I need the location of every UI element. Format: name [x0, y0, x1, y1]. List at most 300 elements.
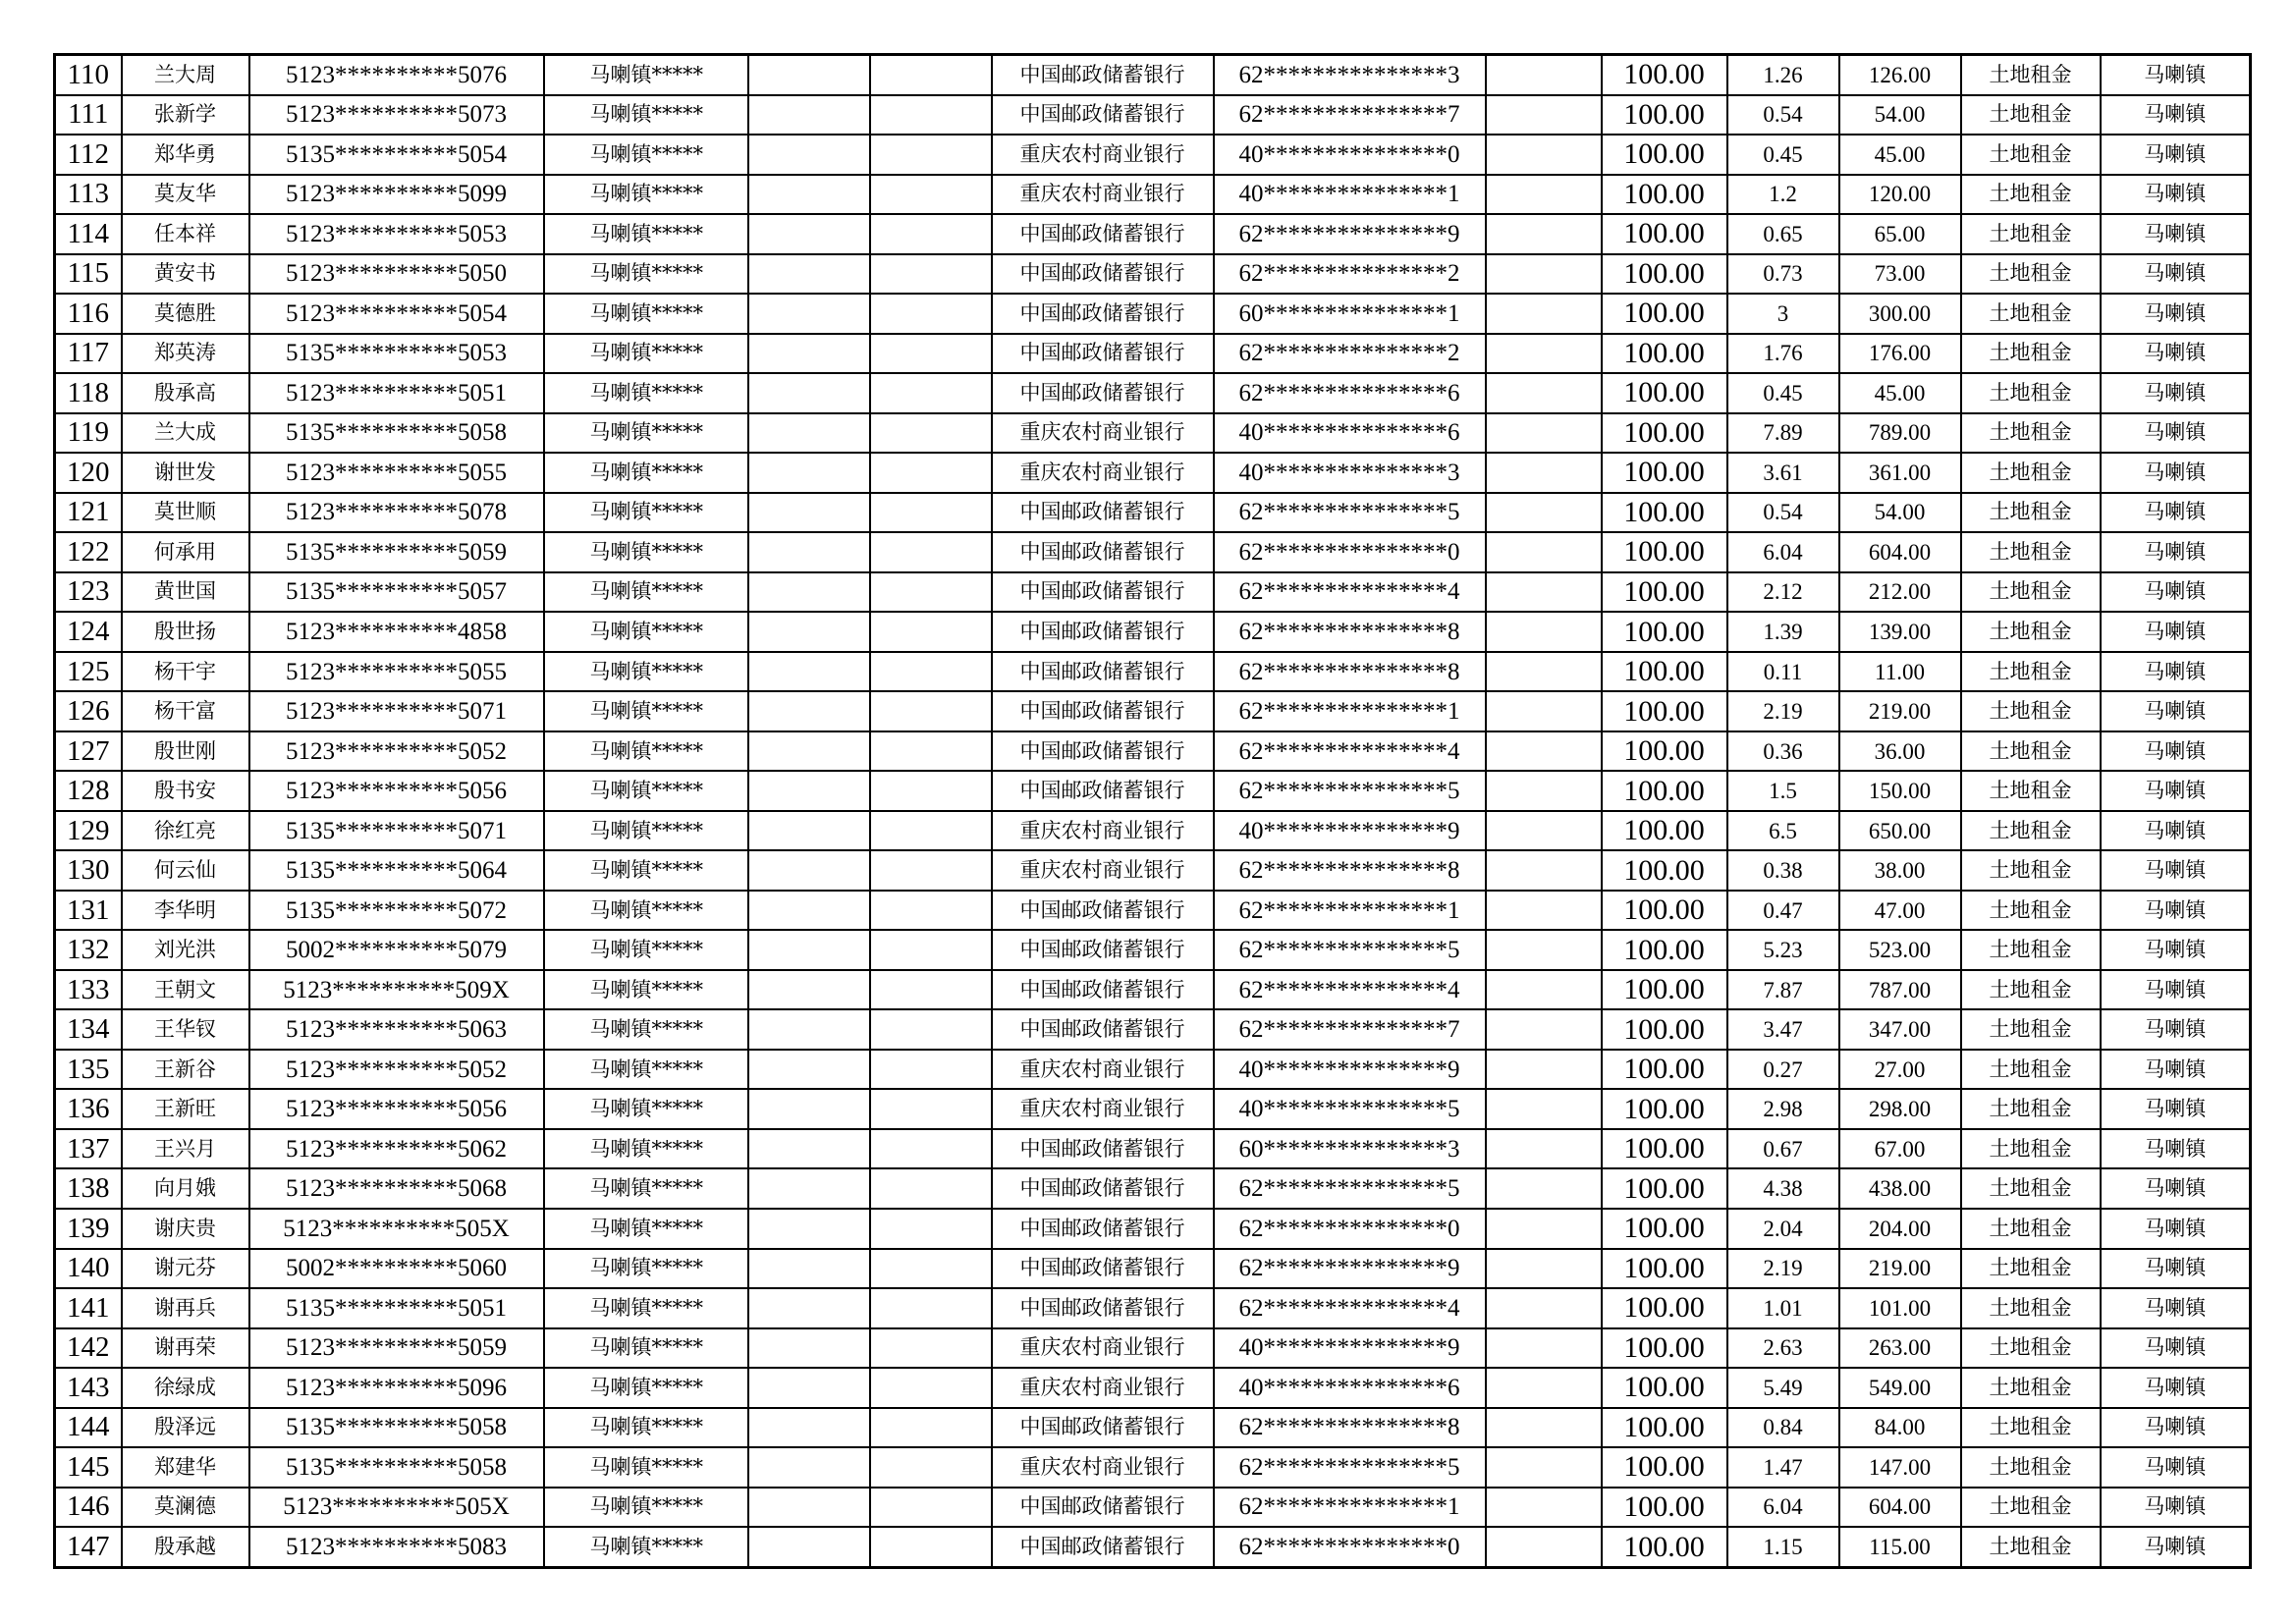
empty-cell [1486, 413, 1602, 454]
bank-cell: 重庆农村商业银行 [992, 811, 1214, 851]
town-cell: 马喇镇 [2101, 970, 2251, 1010]
unit-price-cell: 100.00 [1602, 334, 1727, 374]
empty-cell [748, 930, 870, 970]
empty-cell [1486, 1209, 1602, 1249]
unit-price-cell: 100.00 [1602, 493, 1727, 533]
unit-price-cell: 100.00 [1602, 731, 1727, 772]
amount-cell: 73.00 [1839, 254, 1961, 295]
area-cell: 1.15 [1727, 1527, 1839, 1567]
empty-cell [1486, 493, 1602, 533]
id-number-cell: 5135**********5059 [249, 532, 544, 572]
row-number-cell: 141 [55, 1288, 122, 1328]
name-cell: 殷泽远 [122, 1408, 249, 1448]
id-number-cell: 5123**********5052 [249, 1050, 544, 1090]
amount-cell: 36.00 [1839, 731, 1961, 772]
address-cell: 马喇镇***** [544, 1089, 748, 1129]
address-cell: 马喇镇***** [544, 1009, 748, 1050]
unit-price-cell: 100.00 [1602, 413, 1727, 454]
payment-type-cell: 土地租金 [1961, 1009, 2101, 1050]
empty-cell [1486, 254, 1602, 295]
bank-cell: 中国邮政储蓄银行 [992, 771, 1214, 811]
empty-cell [748, 1328, 870, 1369]
empty-cell [748, 652, 870, 692]
row-number-cell: 146 [55, 1488, 122, 1528]
row-number-cell: 124 [55, 612, 122, 652]
area-cell: 1.76 [1727, 334, 1839, 374]
town-cell: 马喇镇 [2101, 731, 2251, 772]
bank-cell: 中国邮政储蓄银行 [992, 254, 1214, 295]
empty-cell [1486, 811, 1602, 851]
payment-type-cell: 土地租金 [1961, 373, 2101, 413]
address-cell: 马喇镇***** [544, 652, 748, 692]
empty-cell [748, 532, 870, 572]
address-cell: 马喇镇***** [544, 691, 748, 731]
empty-cell [748, 1447, 870, 1488]
empty-cell [1486, 55, 1602, 95]
account-cell: 62***************5 [1214, 930, 1486, 970]
payment-type-cell: 土地租金 [1961, 1249, 2101, 1289]
area-cell: 2.12 [1727, 572, 1839, 613]
empty-cell [1486, 572, 1602, 613]
row-number-cell: 134 [55, 1009, 122, 1050]
empty-cell [870, 334, 992, 374]
payment-type-cell: 土地租金 [1961, 95, 2101, 135]
empty-cell [1486, 652, 1602, 692]
town-cell: 马喇镇 [2101, 1168, 2251, 1209]
town-cell: 马喇镇 [2101, 612, 2251, 652]
bank-cell: 中国邮政储蓄银行 [992, 1129, 1214, 1169]
address-cell: 马喇镇***** [544, 1447, 748, 1488]
payment-type-cell: 土地租金 [1961, 1168, 2101, 1209]
empty-cell [1486, 612, 1602, 652]
amount-cell: 54.00 [1839, 493, 1961, 533]
table-row [55, 1488, 2251, 1528]
empty-cell [1486, 1447, 1602, 1488]
address-cell: 马喇镇***** [544, 1249, 748, 1289]
name-cell: 殷书安 [122, 771, 249, 811]
area-cell: 4.38 [1727, 1168, 1839, 1209]
bank-cell: 中国邮政储蓄银行 [992, 1249, 1214, 1289]
town-cell: 马喇镇 [2101, 1527, 2251, 1567]
empty-cell [870, 1050, 992, 1090]
area-cell: 0.54 [1727, 493, 1839, 533]
empty-cell [748, 691, 870, 731]
town-cell: 马喇镇 [2101, 1209, 2251, 1249]
empty-cell [748, 493, 870, 533]
area-cell: 2.04 [1727, 1209, 1839, 1249]
table-row [55, 175, 2251, 215]
address-cell: 马喇镇***** [544, 850, 748, 891]
bank-cell: 中国邮政储蓄银行 [992, 930, 1214, 970]
payment-type-cell: 土地租金 [1961, 214, 2101, 254]
bank-cell: 中国邮政储蓄银行 [992, 1168, 1214, 1209]
town-cell: 马喇镇 [2101, 294, 2251, 334]
row-number-cell: 111 [55, 95, 122, 135]
area-cell: 0.27 [1727, 1050, 1839, 1090]
town-cell: 马喇镇 [2101, 930, 2251, 970]
amount-cell: 263.00 [1839, 1328, 1961, 1369]
address-cell: 马喇镇***** [544, 811, 748, 851]
unit-price-cell: 100.00 [1602, 1527, 1727, 1567]
payment-type-cell: 土地租金 [1961, 572, 2101, 613]
table-row [55, 95, 2251, 135]
account-cell: 40***************5 [1214, 1089, 1486, 1129]
row-number-cell: 114 [55, 214, 122, 254]
amount-cell: 549.00 [1839, 1368, 1961, 1408]
area-cell: 0.45 [1727, 135, 1839, 175]
empty-cell [1486, 1288, 1602, 1328]
empty-cell [870, 413, 992, 454]
bank-cell: 中国邮政储蓄银行 [992, 1009, 1214, 1050]
empty-cell [870, 1447, 992, 1488]
empty-cell [748, 95, 870, 135]
amount-cell: 67.00 [1839, 1129, 1961, 1169]
account-cell: 62***************4 [1214, 1288, 1486, 1328]
id-number-cell: 5123**********5099 [249, 175, 544, 215]
table-row [55, 1288, 2251, 1328]
account-cell: 40***************0 [1214, 135, 1486, 175]
bank-cell: 重庆农村商业银行 [992, 1447, 1214, 1488]
payment-type-cell: 土地租金 [1961, 334, 2101, 374]
area-cell: 5.23 [1727, 930, 1839, 970]
unit-price-cell: 100.00 [1602, 1368, 1727, 1408]
amount-cell: 126.00 [1839, 55, 1961, 95]
payment-type-cell: 土地租金 [1961, 175, 2101, 215]
name-cell: 兰大周 [122, 55, 249, 95]
table-row [55, 1447, 2251, 1488]
amount-cell: 298.00 [1839, 1089, 1961, 1129]
address-cell: 马喇镇***** [544, 493, 748, 533]
address-cell: 马喇镇***** [544, 294, 748, 334]
bank-cell: 重庆农村商业银行 [992, 1328, 1214, 1369]
table-row [55, 572, 2251, 613]
empty-cell [748, 970, 870, 1010]
empty-cell [748, 1009, 870, 1050]
address-cell: 马喇镇***** [544, 1408, 748, 1448]
amount-cell: 604.00 [1839, 532, 1961, 572]
row-number-cell: 133 [55, 970, 122, 1010]
payment-type-cell: 土地租金 [1961, 532, 2101, 572]
amount-cell: 11.00 [1839, 652, 1961, 692]
unit-price-cell: 100.00 [1602, 294, 1727, 334]
unit-price-cell: 100.00 [1602, 373, 1727, 413]
empty-cell [870, 652, 992, 692]
bank-cell: 中国邮政储蓄银行 [992, 612, 1214, 652]
table-row [55, 1129, 2251, 1169]
empty-cell [870, 811, 992, 851]
town-cell: 马喇镇 [2101, 1089, 2251, 1129]
id-number-cell: 5002**********5079 [249, 930, 544, 970]
town-cell: 马喇镇 [2101, 1249, 2251, 1289]
area-cell: 3.47 [1727, 1009, 1839, 1050]
name-cell: 杨干宇 [122, 652, 249, 692]
name-cell: 谢元芬 [122, 1249, 249, 1289]
id-number-cell: 5123**********5051 [249, 373, 544, 413]
name-cell: 郑建华 [122, 1447, 249, 1488]
account-cell: 62***************1 [1214, 891, 1486, 931]
row-number-cell: 118 [55, 373, 122, 413]
empty-cell [1486, 334, 1602, 374]
area-cell: 3 [1727, 294, 1839, 334]
amount-cell: 54.00 [1839, 95, 1961, 135]
id-number-cell: 5123**********505X [249, 1209, 544, 1249]
empty-cell [748, 453, 870, 493]
empty-cell [748, 175, 870, 215]
town-cell: 马喇镇 [2101, 1368, 2251, 1408]
area-cell: 1.01 [1727, 1288, 1839, 1328]
empty-cell [1486, 850, 1602, 891]
id-number-cell: 5123**********5076 [249, 55, 544, 95]
area-cell: 6.04 [1727, 532, 1839, 572]
empty-cell [870, 731, 992, 772]
address-cell: 马喇镇***** [544, 1368, 748, 1408]
empty-cell [870, 1527, 992, 1567]
id-number-cell: 5135**********5058 [249, 1408, 544, 1448]
unit-price-cell: 100.00 [1602, 1168, 1727, 1209]
town-cell: 马喇镇 [2101, 771, 2251, 811]
town-cell: 马喇镇 [2101, 214, 2251, 254]
amount-cell: 650.00 [1839, 811, 1961, 851]
payment-type-cell: 土地租金 [1961, 612, 2101, 652]
bank-cell: 中国邮政储蓄银行 [992, 334, 1214, 374]
address-cell: 马喇镇***** [544, 214, 748, 254]
empty-cell [870, 1368, 992, 1408]
account-cell: 40***************6 [1214, 1368, 1486, 1408]
row-number-cell: 136 [55, 1089, 122, 1129]
table-row [55, 1527, 2251, 1567]
id-number-cell: 5135**********5057 [249, 572, 544, 613]
empty-cell [870, 1288, 992, 1328]
account-cell: 62***************8 [1214, 612, 1486, 652]
payment-type-cell: 土地租金 [1961, 1129, 2101, 1169]
empty-cell [870, 1488, 992, 1528]
account-cell: 62***************7 [1214, 1009, 1486, 1050]
account-cell: 60***************1 [1214, 294, 1486, 334]
table-row [55, 1009, 2251, 1050]
amount-cell: 27.00 [1839, 1050, 1961, 1090]
empty-cell [1486, 1368, 1602, 1408]
id-number-cell: 5123**********5068 [249, 1168, 544, 1209]
empty-cell [1486, 532, 1602, 572]
account-cell: 62***************1 [1214, 691, 1486, 731]
town-cell: 马喇镇 [2101, 1408, 2251, 1448]
id-number-cell: 5123**********4858 [249, 612, 544, 652]
unit-price-cell: 100.00 [1602, 1447, 1727, 1488]
town-cell: 马喇镇 [2101, 532, 2251, 572]
name-cell: 莫友华 [122, 175, 249, 215]
id-number-cell: 5123**********5056 [249, 771, 544, 811]
payment-type-cell: 土地租金 [1961, 811, 2101, 851]
address-cell: 马喇镇***** [544, 771, 748, 811]
id-number-cell: 5123**********5050 [249, 254, 544, 295]
row-number-cell: 129 [55, 811, 122, 851]
payment-type-cell: 土地租金 [1961, 1209, 2101, 1249]
id-number-cell: 5135**********5051 [249, 1288, 544, 1328]
name-cell: 徐红亮 [122, 811, 249, 851]
id-number-cell: 5123**********509X [249, 970, 544, 1010]
table-row [55, 135, 2251, 175]
table-row [55, 891, 2251, 931]
name-cell: 任本祥 [122, 214, 249, 254]
bank-cell: 中国邮政储蓄银行 [992, 891, 1214, 931]
unit-price-cell: 100.00 [1602, 1488, 1727, 1528]
empty-cell [748, 1209, 870, 1249]
id-number-cell: 5123**********5071 [249, 691, 544, 731]
payment-type-cell: 土地租金 [1961, 771, 2101, 811]
bank-cell: 中国邮政储蓄银行 [992, 970, 1214, 1010]
unit-price-cell: 100.00 [1602, 135, 1727, 175]
id-number-cell: 5002**********5060 [249, 1249, 544, 1289]
account-cell: 62***************2 [1214, 334, 1486, 374]
table-row [55, 1249, 2251, 1289]
payment-type-cell: 土地租金 [1961, 930, 2101, 970]
row-number-cell: 126 [55, 691, 122, 731]
bank-cell: 重庆农村商业银行 [992, 1368, 1214, 1408]
row-number-cell: 115 [55, 254, 122, 295]
area-cell: 6.5 [1727, 811, 1839, 851]
area-cell: 2.98 [1727, 1089, 1839, 1129]
unit-price-cell: 100.00 [1602, 453, 1727, 493]
row-number-cell: 135 [55, 1050, 122, 1090]
empty-cell [870, 532, 992, 572]
unit-price-cell: 100.00 [1602, 55, 1727, 95]
empty-cell [1486, 1089, 1602, 1129]
empty-cell [748, 1168, 870, 1209]
unit-price-cell: 100.00 [1602, 214, 1727, 254]
table-row [55, 1408, 2251, 1448]
row-number-cell: 142 [55, 1328, 122, 1369]
unit-price-cell: 100.00 [1602, 1089, 1727, 1129]
address-cell: 马喇镇***** [544, 1288, 748, 1328]
address-cell: 马喇镇***** [544, 1129, 748, 1169]
row-number-cell: 122 [55, 532, 122, 572]
bank-cell: 中国邮政储蓄银行 [992, 55, 1214, 95]
town-cell: 马喇镇 [2101, 1009, 2251, 1050]
amount-cell: 38.00 [1839, 850, 1961, 891]
empty-cell [748, 135, 870, 175]
id-number-cell: 5135**********5071 [249, 811, 544, 851]
account-cell: 62***************8 [1214, 652, 1486, 692]
address-cell: 马喇镇***** [544, 731, 748, 772]
town-cell: 马喇镇 [2101, 334, 2251, 374]
payment-type-cell: 土地租金 [1961, 413, 2101, 454]
row-number-cell: 117 [55, 334, 122, 374]
payment-type-cell: 土地租金 [1961, 891, 2101, 931]
payment-type-cell: 土地租金 [1961, 652, 2101, 692]
empty-cell [1486, 294, 1602, 334]
row-number-cell: 110 [55, 55, 122, 95]
row-number-cell: 116 [55, 294, 122, 334]
row-number-cell: 132 [55, 930, 122, 970]
name-cell: 黄世国 [122, 572, 249, 613]
id-number-cell: 5135**********5053 [249, 334, 544, 374]
town-cell: 马喇镇 [2101, 1488, 2251, 1528]
bank-cell: 中国邮政储蓄银行 [992, 1527, 1214, 1567]
payment-type-cell: 土地租金 [1961, 1527, 2101, 1567]
table-row [55, 1050, 2251, 1090]
row-number-cell: 138 [55, 1168, 122, 1209]
town-cell: 马喇镇 [2101, 135, 2251, 175]
amount-cell: 347.00 [1839, 1009, 1961, 1050]
payment-type-cell: 土地租金 [1961, 294, 2101, 334]
empty-cell [1486, 214, 1602, 254]
area-cell: 1.5 [1727, 771, 1839, 811]
town-cell: 马喇镇 [2101, 1288, 2251, 1328]
empty-cell [748, 612, 870, 652]
table-row [55, 1168, 2251, 1209]
empty-cell [1486, 95, 1602, 135]
empty-cell [870, 214, 992, 254]
row-number-cell: 139 [55, 1209, 122, 1249]
empty-cell [748, 1488, 870, 1528]
amount-cell: 139.00 [1839, 612, 1961, 652]
bank-cell: 中国邮政储蓄银行 [992, 95, 1214, 135]
id-number-cell: 5123**********5078 [249, 493, 544, 533]
row-number-cell: 123 [55, 572, 122, 613]
area-cell: 1.47 [1727, 1447, 1839, 1488]
empty-cell [748, 771, 870, 811]
address-cell: 马喇镇***** [544, 373, 748, 413]
table-row [55, 532, 2251, 572]
empty-cell [870, 1408, 992, 1448]
amount-cell: 147.00 [1839, 1447, 1961, 1488]
empty-cell [1486, 1527, 1602, 1567]
empty-cell [1486, 1009, 1602, 1050]
payment-type-cell: 土地租金 [1961, 1328, 2101, 1369]
empty-cell [870, 891, 992, 931]
address-cell: 马喇镇***** [544, 891, 748, 931]
amount-cell: 120.00 [1839, 175, 1961, 215]
empty-cell [870, 373, 992, 413]
bank-cell: 中国邮政储蓄银行 [992, 731, 1214, 772]
table-row [55, 294, 2251, 334]
account-cell: 40***************9 [1214, 811, 1486, 851]
empty-cell [1486, 970, 1602, 1010]
id-number-cell: 5123**********5059 [249, 1328, 544, 1369]
empty-cell [748, 1249, 870, 1289]
name-cell: 王新旺 [122, 1089, 249, 1129]
name-cell: 谢世发 [122, 453, 249, 493]
amount-cell: 300.00 [1839, 294, 1961, 334]
table-row [55, 930, 2251, 970]
area-cell: 0.65 [1727, 214, 1839, 254]
town-cell: 马喇镇 [2101, 891, 2251, 931]
id-number-cell: 5135**********5054 [249, 135, 544, 175]
name-cell: 何云仙 [122, 850, 249, 891]
table-row [55, 373, 2251, 413]
unit-price-cell: 100.00 [1602, 930, 1727, 970]
unit-price-cell: 100.00 [1602, 891, 1727, 931]
name-cell: 谢庆贵 [122, 1209, 249, 1249]
empty-cell [748, 1288, 870, 1328]
unit-price-cell: 100.00 [1602, 691, 1727, 731]
empty-cell [870, 970, 992, 1010]
area-cell: 0.38 [1727, 850, 1839, 891]
name-cell: 莫德胜 [122, 294, 249, 334]
id-number-cell: 5123**********5056 [249, 1089, 544, 1129]
unit-price-cell: 100.00 [1602, 175, 1727, 215]
account-cell: 62***************8 [1214, 850, 1486, 891]
unit-price-cell: 100.00 [1602, 771, 1727, 811]
amount-cell: 115.00 [1839, 1527, 1961, 1567]
account-cell: 62***************8 [1214, 1408, 1486, 1448]
name-cell: 王华钗 [122, 1009, 249, 1050]
amount-cell: 150.00 [1839, 771, 1961, 811]
amount-cell: 604.00 [1839, 1488, 1961, 1528]
account-cell: 62***************6 [1214, 373, 1486, 413]
row-number-cell: 120 [55, 453, 122, 493]
amount-cell: 84.00 [1839, 1408, 1961, 1448]
